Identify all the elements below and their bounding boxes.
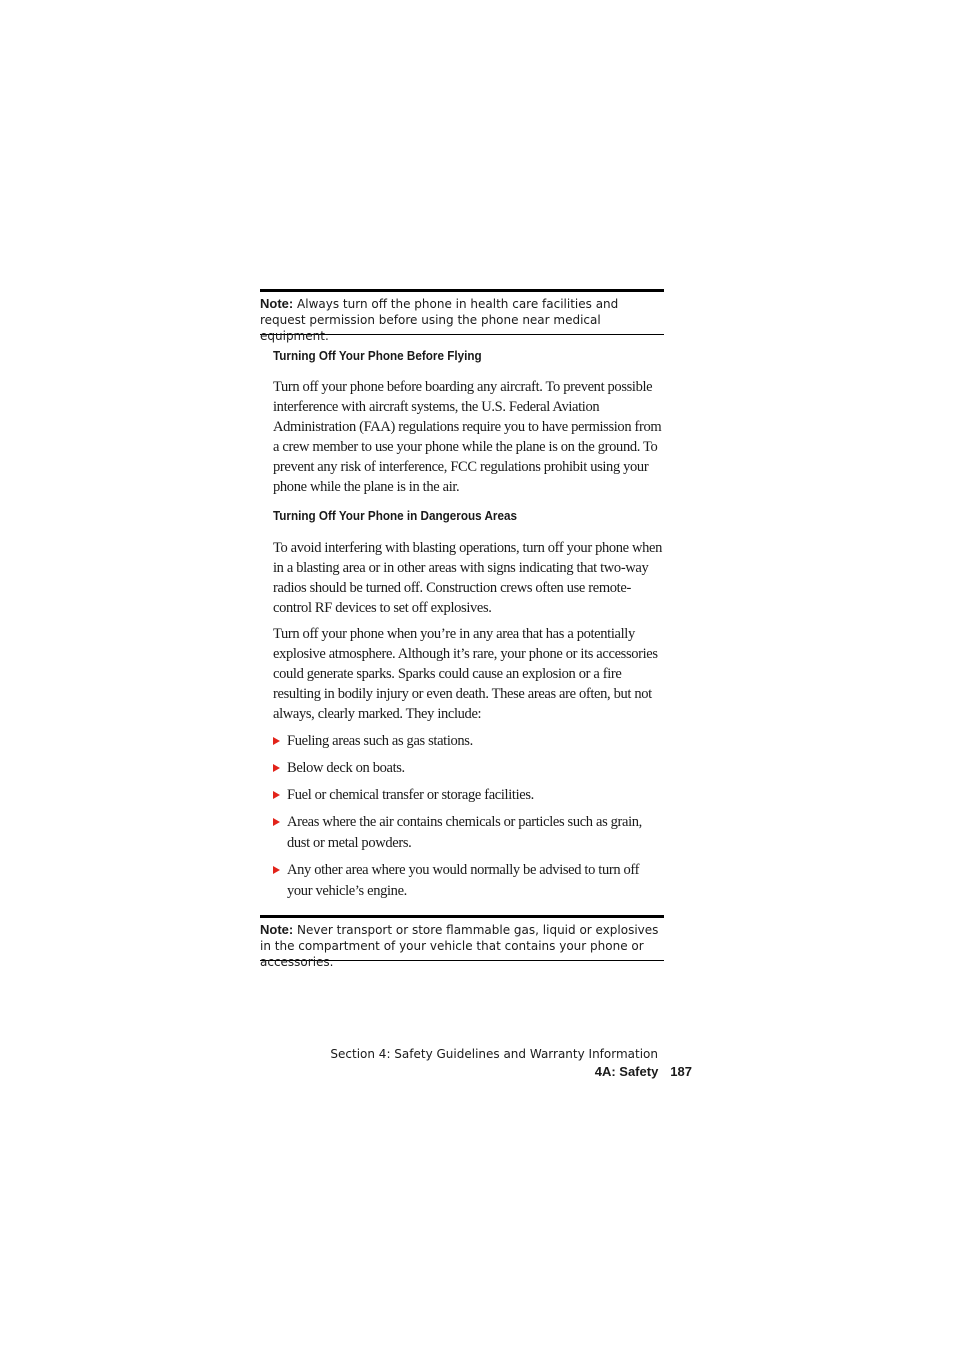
footer-section-title: Section 4: Safety Guidelines and Warranty Information [330,1047,658,1061]
arrow-right-icon [273,818,280,826]
arrow-right-icon [273,866,280,874]
note-box-flammable [260,915,664,969]
note-label: Note: [260,922,294,937]
list-item: Any other area where you would normally be advised to turn off your vehicle’s engine. [273,860,665,902]
page-number: 187 [670,1064,692,1079]
list-item: Areas where the air contains chemicals or particles such as grain, dust or metal powders. [273,812,665,854]
note-box-health-care [260,289,664,343]
arrow-right-icon [273,791,280,799]
note-text: Always turn off the phone in health care facilities and request permission before using the phone near medical equipment. [260,297,619,343]
note-label: Note: [260,296,294,311]
list-item: Below deck on boats. [273,758,665,779]
arrow-right-icon [273,737,280,745]
note-text: Never transport or store flammable gas, liquid or explosives in the compartment of your vehicle that contains your phone or accessories. [260,923,659,969]
section-heading-dangerous-areas: Turning Off Your Phone in Dangerous Areas [273,508,517,523]
dangerous-areas-list [273,731,665,908]
arrow-right-icon [273,764,280,772]
footer-chapter [595,1064,692,1079]
footer-chapter-title: 4A: Safety [594,1064,659,1079]
paragraph-flying: Turn off your phone before boarding any aircraft. To prevent possible interference with aircraft systems, the U.S. Federal Aviation Administration (FAA) regulations require you to have permission from a crew member to use your phone while the plane is on the ground. To prevent any risk of interference, FCC regulations prohibit using your phone while the plane is in the air. [273,379,662,496]
paragraph-blasting: To avoid interfering with blasting operations, turn off your phone when in a blasting area or in other areas with signs indicating that two-way radios should be turned off. Construction crews often use remote-control RF devices to set off explosives. [273,540,663,617]
list-item: Fueling areas such as gas stations. [273,731,665,752]
section-heading-flying: Turning Off Your Phone Before Flying [273,348,482,363]
paragraph-explosive-atmosphere: Turn off your phone when you’re in any area that has a potentially explosive atmosphere. Although it’s rare, your phone or its accessories could generate sparks. Sparks could cause an explosion or a fire resulting in bodily injury or even death. These areas are often, but not always, clearly marked. They include: [273,626,658,723]
list-item: Fuel or chemical transfer or storage facilities. [273,785,665,806]
